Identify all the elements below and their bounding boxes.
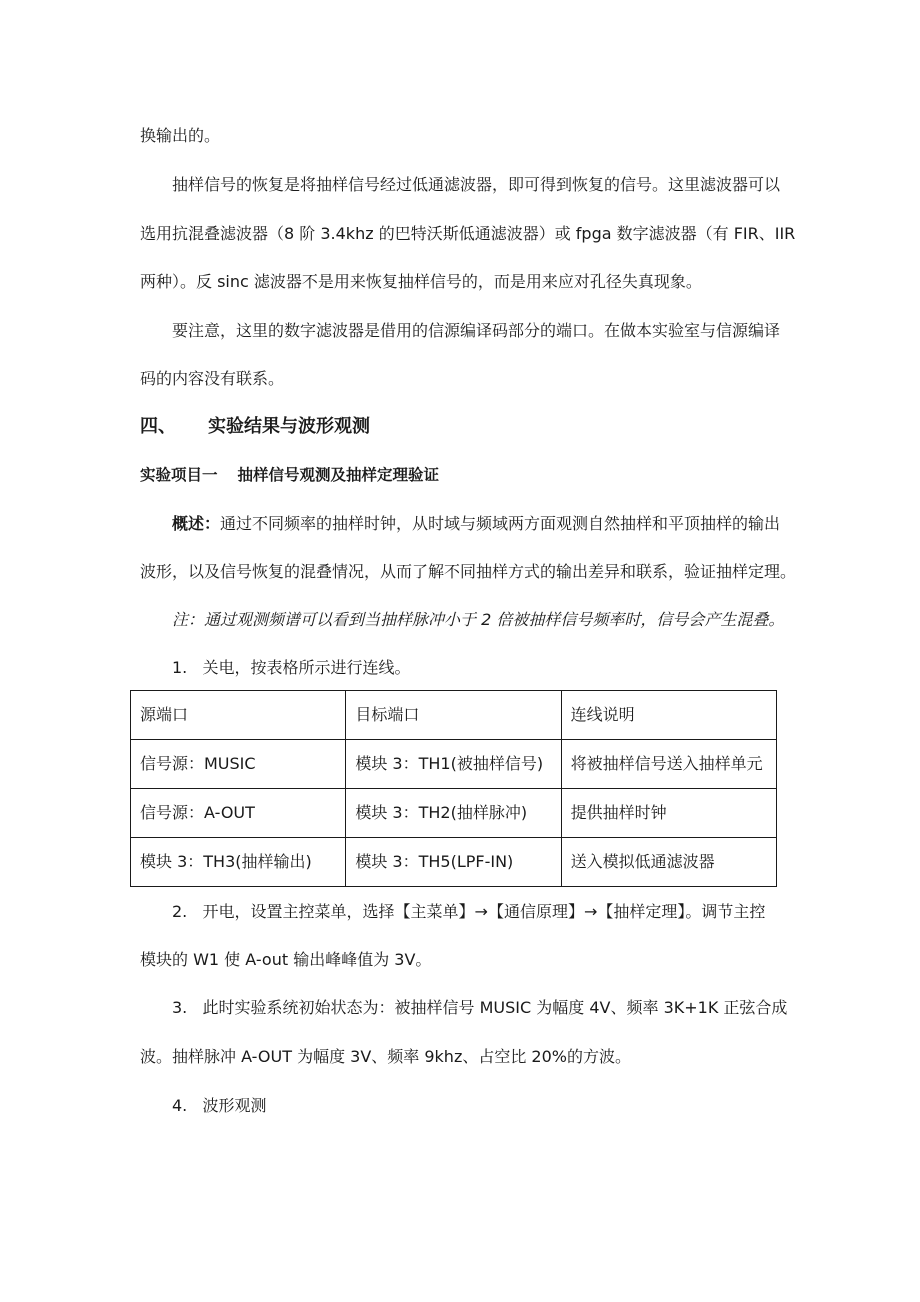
section-title: 实验结果与波形观测 (208, 416, 370, 437)
subsection-number: 实验项目一 (140, 466, 218, 484)
text-line: 波。抽样脉冲 A-OUT 为幅度 3V、频率 9khz、占空比 20%的方波。 (140, 1047, 631, 1066)
subsection-heading (140, 463, 439, 487)
text-line (172, 512, 780, 536)
text-line: 模块的 W1 使 A-out 输出峰峰值为 3V。 (140, 950, 432, 969)
section-number: 四、 (140, 416, 176, 437)
section-heading (140, 415, 370, 439)
subsection-title: 抽样信号观测及抽样定理验证 (237, 466, 440, 484)
overview-label: 概述： (172, 514, 221, 533)
text-line: 波形，以及信号恢复的混叠情况，从而了解不同抽样方式的输出差异和联系，验证抽样定理。 (140, 562, 797, 581)
text-line (172, 900, 765, 924)
table-cell: 信号源：A-OUT (131, 789, 346, 838)
step-4 (172, 1094, 267, 1118)
text-line: 码的内容没有联系。 (140, 369, 285, 388)
text-line: 抽样信号的恢复是将抽样信号经过低通滤波器，即可得到恢复的信号。这里滤波器可以 (172, 175, 781, 194)
step-1 (172, 656, 411, 680)
step-text: 开电，设置主控菜单，选择【主菜单】→【通信原理】→【抽样定理】。调节主控 (202, 902, 766, 921)
table-row (131, 740, 777, 789)
table-cell: 模块 3：TH3(抽样输出) (131, 838, 346, 887)
table-header-cell: 连线说明 (561, 691, 776, 740)
table-cell: 信号源：MUSIC (131, 740, 346, 789)
step-number: 1. (172, 658, 188, 677)
table-header-row (131, 691, 777, 740)
table-header-cell: 源端口 (131, 691, 346, 740)
table-row (131, 838, 777, 887)
text-line: 选用抗混叠滤波器（8 阶 3.4khz 的巴特沃斯低通滤波器）或 fpga 数字滤波器（有 FIR、IIR (140, 224, 796, 243)
step-text: 此时实验系统初始状态为：被抽样信号 MUSIC 为幅度 4V、频率 3K+1K 正弦合成 (202, 998, 788, 1017)
table-cell: 将被抽样信号送入抽样单元 (561, 740, 776, 789)
step-number: 3. (172, 998, 188, 1017)
table-cell: 模块 3：TH2(抽样脉冲) (346, 789, 561, 838)
text-line: 两种）。反 sinc 滤波器不是用来恢复抽样信号的，而是用来应对孔径失真现象。 (140, 272, 702, 291)
step-number: 4. (172, 1096, 188, 1115)
text-line: 要注意，这里的数字滤波器是借用的信源编译码部分的端口。在做本实验室与信源编译 (172, 321, 781, 340)
step-text: 关电，按表格所示进行连线。 (202, 658, 411, 677)
table-cell: 送入模拟低通滤波器 (561, 838, 776, 887)
step-number: 2. (172, 902, 188, 921)
overview-text: 通过不同频率的抽样时钟，从时域与频域两方面观测自然抽样和平顶抽样的输出 (220, 514, 781, 533)
text-line: 换输出的。 (140, 126, 221, 145)
text-line (172, 996, 787, 1020)
note-text: 注：通过观测频谱可以看到当抽样脉冲小于 2 倍被抽样信号频率时，信号会产生混叠。 (172, 610, 785, 629)
table-header-cell: 目标端口 (346, 691, 561, 740)
table-cell: 模块 3：TH1(被抽样信号) (346, 740, 561, 789)
connection-table (130, 690, 777, 887)
step-text: 波形观测 (202, 1096, 267, 1115)
table-cell: 模块 3：TH5(LPF-IN) (346, 838, 561, 887)
table-cell: 提供抽样时钟 (561, 789, 776, 838)
table-row (131, 789, 777, 838)
